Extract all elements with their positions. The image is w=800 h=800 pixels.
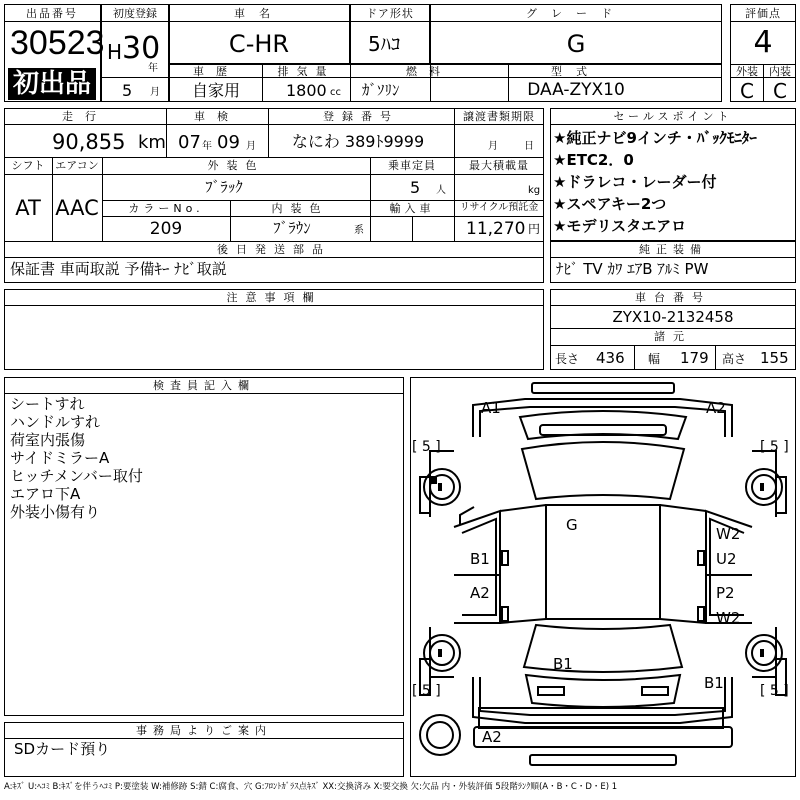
length-value: 436	[596, 349, 625, 367]
mileage-label: 走行	[62, 110, 108, 123]
inspector-line: 外装小傷有り	[10, 503, 101, 521]
colorno-value: 209	[149, 219, 183, 239]
grade-label: グレード	[526, 7, 626, 20]
later-parts-title: 後日発送部品	[217, 243, 331, 256]
shift-label: シフト	[11, 159, 45, 172]
inspect-month-unit: 月	[246, 141, 256, 152]
displacement-unit: cc	[330, 87, 341, 98]
reg-year-unit: 年	[148, 63, 158, 74]
fuel-value: ｶﾞｿﾘﾝ	[362, 81, 400, 99]
equipment-title: 純正装備	[639, 243, 707, 256]
sales-title: セールスポイント	[613, 110, 733, 123]
dims-title: 諸元	[654, 330, 692, 343]
reg-month-unit: 月	[150, 87, 160, 98]
damage-mark: B1	[470, 550, 490, 568]
inspect-label: 車検	[194, 110, 240, 123]
damage-mark: A1	[481, 399, 501, 417]
ext-label: 外装	[736, 65, 758, 78]
import-label: 輸入車	[389, 202, 435, 215]
sales-item: ★モデリスタエアロ	[553, 217, 687, 235]
mileage-value: 90,855	[52, 130, 126, 154]
recycle-unit: 円	[528, 222, 541, 236]
height-label: 高さ	[722, 352, 747, 366]
fuel-label: 燃料	[406, 65, 452, 78]
inspect-year-unit: 年	[202, 141, 212, 152]
damage-mark: A2	[482, 728, 502, 746]
sales-item: ★スペアキー2つ	[553, 195, 667, 213]
damage-mark: U2	[716, 550, 737, 568]
legend-text: A:ｷｽﾞ U:ﾍｺﾐ B:ｷｽﾞを伴うﾍｺﾐ P:要塗装 W:補修跡 S:錆 C:腐食、穴 G:ﾌﾛﾝﾄｶﾞﾗｽ点ｷｽﾞ XX:交換済み X:要交換 欠:欠品 内・外装評価 5段階ﾗﾝｸ順(A・B・C・D・E) 1	[4, 782, 618, 792]
transfer-label: 譲渡書類期限	[463, 110, 535, 123]
colorno-label: カラーNo.	[128, 202, 204, 215]
door-value: 5ﾊｺ	[368, 32, 401, 56]
model-value: DAA-ZYX10	[527, 80, 625, 100]
sales-item: ★ドラレコ・レーダー付	[553, 173, 717, 191]
ac-label: エアコン	[55, 159, 99, 172]
damage-mark: B1	[704, 674, 724, 692]
damage-mark: G	[566, 516, 578, 534]
int-score: C	[773, 79, 787, 103]
load-label: 最大積載量	[469, 159, 529, 172]
mileage-unit: km	[138, 132, 166, 153]
width-value: 179	[680, 349, 709, 367]
damage-mark: B1	[553, 655, 573, 673]
tire-score: [ 5 ]	[412, 439, 441, 455]
equipment-text: ﾅﾋﾞ TV ｶﾜ ｴｱB ｱﾙﾐ PW	[556, 260, 709, 278]
office-title: 事務局よりご案内	[136, 724, 272, 737]
later-parts-text: 保証書 車両取説 予備ｷｰ ﾅﾋﾞ取説	[10, 260, 227, 278]
length-label: 長さ	[555, 352, 580, 366]
car-name-label: 車名	[234, 7, 284, 20]
transfer-day-unit: 日	[524, 141, 534, 152]
color-label: 外装色	[207, 159, 265, 172]
sales-item: ★ETC2．0	[553, 151, 634, 169]
capacity-unit: 人	[436, 185, 446, 196]
int-label: 内装	[769, 65, 791, 78]
inspector-line: ヒッチメンバー取付	[10, 467, 143, 485]
ext-score: C	[740, 79, 754, 103]
lot-label: 出品番号	[26, 7, 78, 20]
reg-label: 初度登録	[113, 7, 157, 20]
sales-item: ★純正ナビ9インチ・ﾊﾞｯｸﾓﾆﾀｰ	[553, 129, 757, 147]
score-value: 4	[753, 25, 773, 60]
notes-title: 注意事項欄	[226, 291, 322, 304]
intcolor-label: 内装色	[271, 202, 329, 215]
car-name: C-HR	[228, 30, 290, 58]
header-section	[4, 4, 796, 102]
inspector-line: シートすれ	[10, 395, 85, 413]
chassis-title: 車台番号	[635, 291, 711, 304]
plate-value: なにわ 389ﾄ9999	[291, 132, 425, 151]
damage-mark: P2	[716, 584, 735, 602]
tire-score: [ 5 ]	[412, 683, 441, 699]
inspector-line: 荷室内張傷	[10, 431, 86, 449]
capacity-label: 乗車定員	[388, 159, 436, 172]
history-value: 自家用	[191, 81, 241, 100]
displacement-value: 1800	[286, 81, 327, 100]
recycle-value: 11,270	[466, 219, 526, 239]
intcolor-value: ﾌﾞﾗｳﾝ	[273, 219, 311, 237]
model-label: 型式	[551, 65, 601, 78]
reg-era: H	[107, 40, 123, 64]
first-listing-badge: 初出品	[8, 68, 96, 100]
reg-year: 30	[122, 31, 161, 66]
inspect-year: 07	[178, 132, 201, 153]
lot-number: 30523	[10, 24, 105, 62]
height-value: 155	[760, 349, 789, 367]
inspector-title: 検査員記入欄	[153, 379, 255, 392]
reg-month: 5	[122, 81, 133, 100]
width-label: 幅	[648, 352, 661, 366]
intcolor-unit: 系	[354, 225, 364, 236]
disp-label: 排気量	[277, 65, 335, 78]
shift-value: AT	[15, 196, 41, 220]
office-text: SDカード預り	[14, 740, 111, 758]
transfer-month-unit: 月	[488, 141, 498, 152]
inspect-month: 09	[217, 132, 240, 153]
inspector-line: サイドミラーA	[10, 449, 110, 467]
damage-mark: W2	[716, 609, 741, 627]
tire-score: [ 5 ]	[760, 439, 789, 455]
rear-bumper	[478, 707, 724, 729]
damage-mark: A2	[470, 584, 490, 602]
damage-mark: A2	[706, 399, 726, 417]
score-label: 評価点	[745, 7, 781, 20]
history-label: 車歴	[193, 65, 239, 78]
grade-value: G	[566, 30, 586, 58]
chassis-number: ZYX10-2132458	[612, 308, 734, 326]
inspector-line: エアロ下A	[10, 485, 81, 503]
inspector-line: ハンドルすれ	[10, 413, 101, 431]
capacity-value: 5	[410, 178, 421, 197]
load-unit: kg	[528, 185, 541, 196]
recycle-label: リサイクル預託金	[459, 202, 539, 213]
damage-mark: W2	[716, 525, 741, 543]
color-value: ﾌﾞﾗｯｸ	[205, 178, 243, 196]
tire-score: [ 5 ]	[760, 683, 789, 699]
door-label: ドア形状	[366, 7, 414, 20]
plate-label: 登録番号	[323, 110, 399, 123]
ac-value: AAC	[55, 196, 99, 220]
